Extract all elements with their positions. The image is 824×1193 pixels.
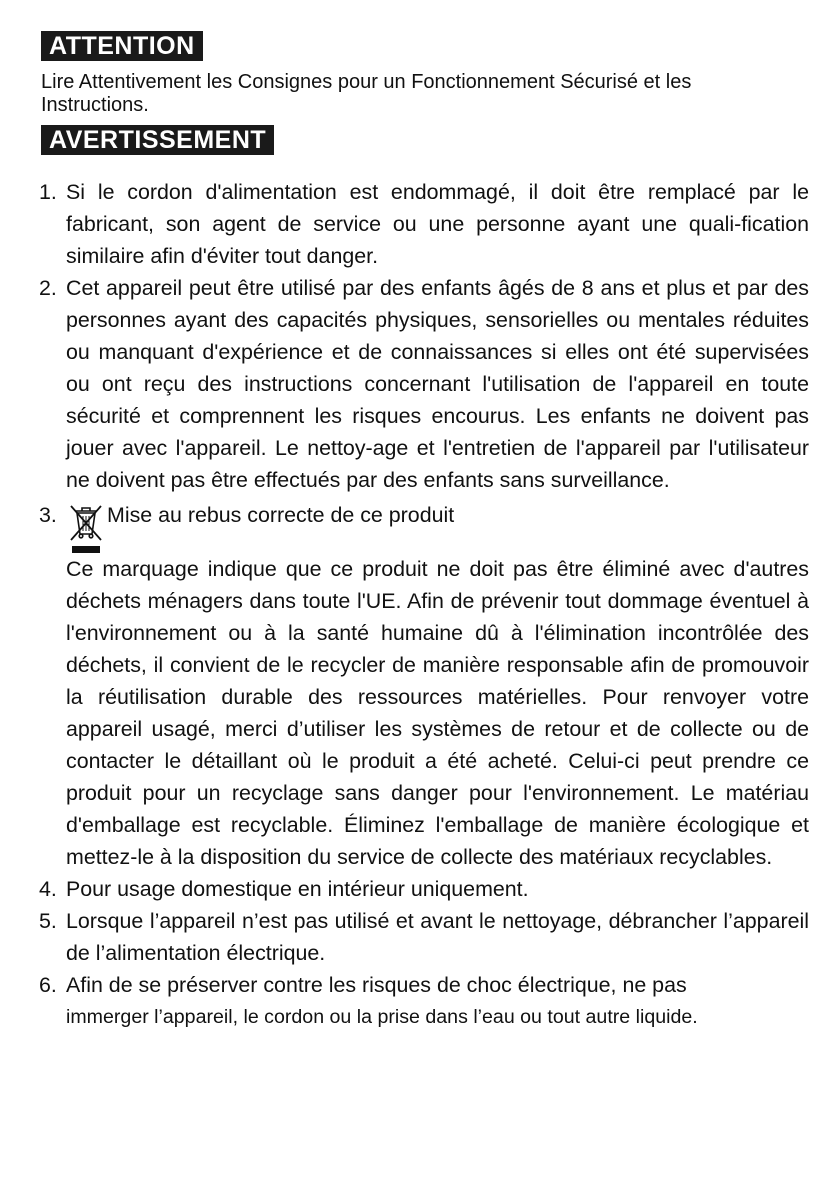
item-number: 1. (39, 180, 57, 204)
attention-heading: ATTENTION (41, 31, 203, 61)
list-item (39, 873, 809, 905)
list-item (39, 905, 809, 969)
intro-text: Lire Attentivement les Consignes pour un Fonctionnement Sécurisé et les Instructions. (41, 71, 692, 116)
item-number: 3. (39, 503, 57, 527)
item-text-line2: immerger l’appareil, le cordon ou la prise dans l’eau ou tout autre liquide. (66, 1006, 698, 1028)
warning-heading: AVERTISSEMENT (41, 125, 274, 155)
list-item (39, 176, 809, 272)
item-text: Pour usage domestique en intérieur uniquement. (66, 877, 529, 901)
crossed-bin-icon (66, 502, 106, 556)
item-text: Cet appareil peut être utilisé par des enfants âgés de 8 ans et plus et par des personnes ayant des capacités physiques, sensorielles ou mentales réduites ou manquant d'expérience et de connaissances si elles ont été supervisées ou ont reçu des instructions concernant l'utilisation de l'appareil en toute sécurité et comprennent les risques encourus. Les enfants ne doivent pas jouer avec l'appareil. Le nettoy-age et l'entretien de l'appareil par l'utilisateur ne doivent pas être effectués par des enfants sans surveillance. (66, 276, 809, 492)
disposal-title: Mise au rebus correcte de ce produit (107, 503, 455, 527)
item-number: 6. (39, 973, 57, 997)
list-item-disposal (39, 499, 809, 873)
item-text: Si le cordon d'alimentation est endommagé, il doit être remplacé par le fabricant, son agent de service ou une personne ayant une quali-fication similaire afin d'éviter tout danger. (66, 180, 809, 268)
warning-list (39, 176, 809, 1033)
item-number: 2. (39, 276, 57, 300)
item-text: Lorsque l’appareil n’est pas utilisé et avant le nettoyage, débrancher l’appareil de l’alimentation électrique. (66, 909, 809, 965)
item-number: 5. (39, 909, 57, 933)
item-number: 4. (39, 877, 57, 901)
disposal-text: Ce marquage indique que ce produit ne doit pas être éliminé avec d'autres déchets ménagers dans toute l'UE. Afin de prévenir tout dommage éventuel à l'environnement ou à la santé humaine dû à l'élimination incontrôlée des déchets, il convient de le recycler de manière responsable afin de promouvoir la réutilisation durable des ressources matérielles. Pour renvoyer votre appareil usagé, merci d’utiliser les systèmes de retour et de collecte ou de contacter le détaillant où le produit a été acheté. Celui-ci peut prendre ce produit pour un recyclage sans danger pour l'environnement. Le matériau d'emballage est recyclable. Éliminez l'emballage de manière écologique et mettez-le à la disposition du service de collecte des matériaux recyclables. (66, 557, 809, 869)
item-text-line1: Afin de se préserver contre les risques de choc électrique, ne pas (66, 973, 687, 997)
list-item (39, 272, 809, 496)
list-item (39, 969, 809, 1033)
